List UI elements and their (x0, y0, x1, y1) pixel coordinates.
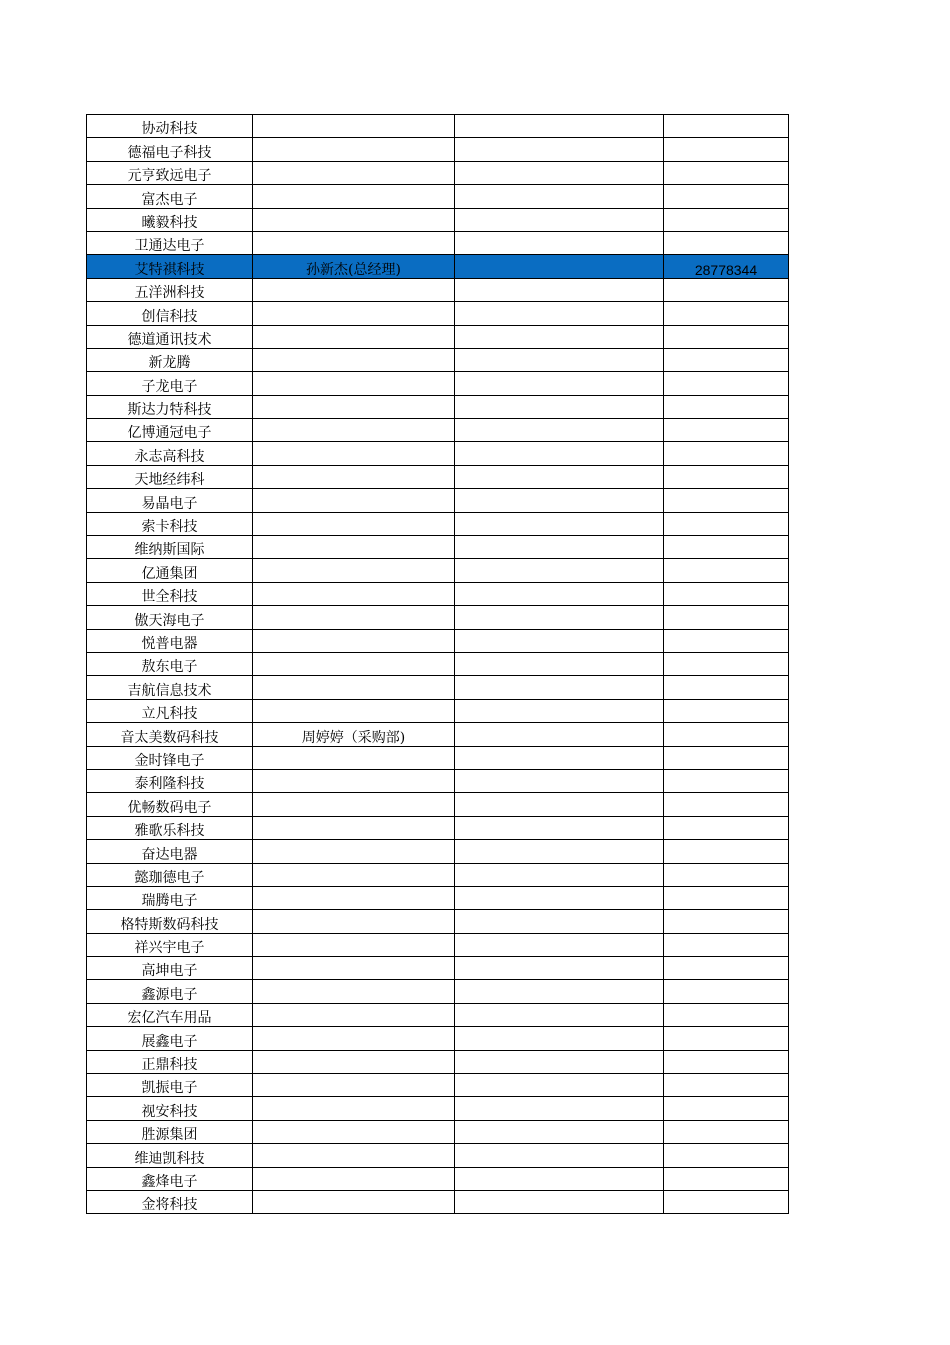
table-row[interactable] (87, 676, 789, 699)
cell-contact[interactable] (253, 840, 455, 863)
cell-contact[interactable] (253, 512, 455, 535)
cell-phone[interactable] (664, 933, 789, 956)
cell-company[interactable]: 卫通达电子 (87, 231, 253, 254)
cell-contact[interactable] (253, 536, 455, 559)
table-row[interactable] (87, 793, 789, 816)
cell-company[interactable]: 艾特祺科技 (87, 255, 253, 278)
cell-phone[interactable] (664, 840, 789, 863)
cell-company[interactable]: 凯振电子 (87, 1074, 253, 1097)
cell-company[interactable]: 金时锋电子 (87, 746, 253, 769)
cell-contact[interactable]: 孙新杰(总经理) (253, 255, 455, 278)
table-row[interactable] (87, 419, 789, 442)
table-row[interactable] (87, 1120, 789, 1143)
cell-extra[interactable] (455, 980, 664, 1003)
cell-extra[interactable] (455, 957, 664, 980)
cell-phone[interactable] (664, 465, 789, 488)
cell-phone[interactable] (664, 980, 789, 1003)
cell-phone[interactable] (664, 1050, 789, 1073)
cell-extra[interactable] (455, 512, 664, 535)
cell-extra[interactable] (455, 933, 664, 956)
cell-extra[interactable] (455, 419, 664, 442)
cell-phone[interactable] (664, 559, 789, 582)
cell-phone[interactable] (664, 1190, 789, 1213)
table-row[interactable] (87, 465, 789, 488)
table-row[interactable] (87, 769, 789, 792)
cell-extra[interactable] (455, 886, 664, 909)
table-row[interactable] (87, 348, 789, 371)
cell-company[interactable]: 瑞腾电子 (87, 886, 253, 909)
cell-extra[interactable] (455, 395, 664, 418)
cell-phone[interactable] (664, 863, 789, 886)
cell-company[interactable]: 雅歌乐科技 (87, 816, 253, 839)
cell-phone[interactable] (664, 1167, 789, 1190)
cell-phone[interactable] (664, 185, 789, 208)
cell-extra[interactable] (455, 185, 664, 208)
cell-contact[interactable] (253, 1074, 455, 1097)
table-row[interactable] (87, 1027, 789, 1050)
cell-contact[interactable] (253, 395, 455, 418)
table-row[interactable] (87, 652, 789, 675)
cell-company[interactable]: 新龙腾 (87, 348, 253, 371)
cell-company[interactable]: 富杰电子 (87, 185, 253, 208)
cell-phone[interactable] (664, 325, 789, 348)
cell-extra[interactable] (455, 115, 664, 138)
cell-extra[interactable] (455, 559, 664, 582)
table-row[interactable] (87, 325, 789, 348)
cell-company[interactable]: 索卡科技 (87, 512, 253, 535)
cell-company[interactable]: 协动科技 (87, 115, 253, 138)
cell-contact[interactable] (253, 957, 455, 980)
cell-extra[interactable] (455, 606, 664, 629)
cell-phone[interactable] (664, 1097, 789, 1120)
cell-extra[interactable] (455, 278, 664, 301)
cell-company[interactable]: 吉航信息技术 (87, 676, 253, 699)
cell-contact[interactable] (253, 161, 455, 184)
spreadsheet-table (86, 114, 789, 1214)
cell-phone[interactable] (664, 699, 789, 722)
cell-company[interactable]: 创信科技 (87, 302, 253, 325)
cell-company[interactable]: 亿通集团 (87, 559, 253, 582)
cell-company[interactable]: 子龙电子 (87, 372, 253, 395)
cell-phone[interactable] (664, 442, 789, 465)
cell-company[interactable]: 斯达力特科技 (87, 395, 253, 418)
cell-phone[interactable] (664, 138, 789, 161)
cell-company[interactable]: 鑫烽电子 (87, 1167, 253, 1190)
cell-company[interactable]: 金将科技 (87, 1190, 253, 1213)
cell-extra[interactable] (455, 1190, 664, 1213)
table-row[interactable] (87, 442, 789, 465)
cell-contact[interactable] (253, 1003, 455, 1026)
cell-contact[interactable] (253, 489, 455, 512)
cell-company[interactable]: 傲天海电子 (87, 606, 253, 629)
table-row[interactable] (87, 372, 789, 395)
cell-phone[interactable] (664, 746, 789, 769)
cell-phone[interactable] (664, 115, 789, 138)
cell-phone[interactable] (664, 231, 789, 254)
table-row[interactable] (87, 606, 789, 629)
cell-company[interactable]: 鑫源电子 (87, 980, 253, 1003)
cell-contact[interactable] (253, 231, 455, 254)
cell-phone[interactable] (664, 372, 789, 395)
cell-extra[interactable] (455, 536, 664, 559)
table-row[interactable] (87, 910, 789, 933)
table-row[interactable] (87, 395, 789, 418)
cell-phone[interactable] (664, 793, 789, 816)
cell-company[interactable]: 胜源集团 (87, 1120, 253, 1143)
cell-extra[interactable] (455, 138, 664, 161)
cell-extra[interactable] (455, 676, 664, 699)
cell-contact[interactable] (253, 980, 455, 1003)
table-row[interactable] (87, 840, 789, 863)
table-row[interactable] (87, 115, 789, 138)
cell-phone[interactable] (664, 512, 789, 535)
cell-extra[interactable] (455, 372, 664, 395)
cell-extra[interactable] (455, 302, 664, 325)
cell-contact[interactable] (253, 1120, 455, 1143)
cell-company[interactable]: 格特斯数码科技 (87, 910, 253, 933)
cell-company[interactable]: 展鑫电子 (87, 1027, 253, 1050)
cell-contact[interactable] (253, 769, 455, 792)
table-row[interactable] (87, 255, 789, 278)
cell-contact[interactable] (253, 348, 455, 371)
cell-phone[interactable] (664, 886, 789, 909)
table-row[interactable] (87, 1097, 789, 1120)
cell-contact[interactable] (253, 372, 455, 395)
cell-extra[interactable] (455, 1050, 664, 1073)
cell-company[interactable]: 维迪凯科技 (87, 1144, 253, 1167)
cell-company[interactable]: 德福电子科技 (87, 138, 253, 161)
cell-contact[interactable] (253, 1027, 455, 1050)
table-row[interactable] (87, 489, 789, 512)
cell-contact[interactable] (253, 1190, 455, 1213)
cell-extra[interactable] (455, 348, 664, 371)
cell-company[interactable]: 视安科技 (87, 1097, 253, 1120)
cell-extra[interactable] (455, 816, 664, 839)
table-row[interactable] (87, 161, 789, 184)
cell-contact[interactable] (253, 115, 455, 138)
cell-contact[interactable] (253, 606, 455, 629)
cell-contact[interactable] (253, 442, 455, 465)
cell-company[interactable]: 天地经纬科 (87, 465, 253, 488)
cell-company[interactable]: 世全科技 (87, 582, 253, 605)
cell-contact[interactable] (253, 933, 455, 956)
cell-phone[interactable] (664, 816, 789, 839)
cell-company[interactable]: 曦毅科技 (87, 208, 253, 231)
cell-phone[interactable] (664, 606, 789, 629)
cell-contact[interactable] (253, 582, 455, 605)
table-row[interactable] (87, 933, 789, 956)
cell-contact[interactable] (253, 699, 455, 722)
cell-extra[interactable] (455, 582, 664, 605)
cell-phone[interactable] (664, 957, 789, 980)
cell-phone[interactable] (664, 769, 789, 792)
table-row[interactable] (87, 1190, 789, 1213)
cell-phone[interactable] (664, 395, 789, 418)
table-row[interactable] (87, 1003, 789, 1026)
table-row[interactable] (87, 1074, 789, 1097)
cell-contact[interactable] (253, 185, 455, 208)
cell-phone[interactable] (664, 536, 789, 559)
cell-company[interactable]: 悦普电器 (87, 629, 253, 652)
cell-extra[interactable] (455, 1027, 664, 1050)
cell-extra[interactable] (455, 1120, 664, 1143)
table-row[interactable] (87, 886, 789, 909)
cell-contact[interactable] (253, 325, 455, 348)
cell-extra[interactable] (455, 255, 664, 278)
cell-extra[interactable] (455, 723, 664, 746)
cell-contact[interactable] (253, 1097, 455, 1120)
cell-phone[interactable] (664, 723, 789, 746)
cell-extra[interactable] (455, 1003, 664, 1026)
cell-phone[interactable] (664, 629, 789, 652)
cell-extra[interactable] (455, 442, 664, 465)
cell-phone[interactable] (664, 1120, 789, 1143)
cell-extra[interactable] (455, 1074, 664, 1097)
table-row[interactable] (87, 746, 789, 769)
table-body (87, 115, 789, 1214)
table-row[interactable] (87, 957, 789, 980)
cell-extra[interactable] (455, 793, 664, 816)
cell-contact[interactable] (253, 138, 455, 161)
table-row[interactable] (87, 536, 789, 559)
cell-company[interactable]: 优畅数码电子 (87, 793, 253, 816)
cell-phone[interactable] (664, 278, 789, 301)
table-row[interactable] (87, 863, 789, 886)
cell-phone[interactable] (664, 302, 789, 325)
cell-phone[interactable] (664, 348, 789, 371)
cell-phone[interactable] (664, 676, 789, 699)
cell-extra[interactable] (455, 208, 664, 231)
cell-phone[interactable] (664, 652, 789, 675)
cell-contact[interactable] (253, 465, 455, 488)
cell-extra[interactable] (455, 231, 664, 254)
table-row[interactable] (87, 138, 789, 161)
cell-extra[interactable] (455, 840, 664, 863)
cell-contact[interactable] (253, 419, 455, 442)
cell-phone[interactable]: 28778344 (664, 255, 789, 278)
cell-contact[interactable] (253, 793, 455, 816)
table-row[interactable] (87, 1050, 789, 1073)
cell-phone[interactable] (664, 1027, 789, 1050)
cell-phone[interactable] (664, 208, 789, 231)
cell-company[interactable]: 维纳斯国际 (87, 536, 253, 559)
cell-company[interactable]: 德道通讯技术 (87, 325, 253, 348)
cell-phone[interactable] (664, 161, 789, 184)
cell-contact[interactable] (253, 652, 455, 675)
cell-extra[interactable] (455, 863, 664, 886)
cell-company[interactable]: 懿珈德电子 (87, 863, 253, 886)
cell-company[interactable]: 永志高科技 (87, 442, 253, 465)
cell-contact[interactable] (253, 559, 455, 582)
table-row[interactable] (87, 185, 789, 208)
cell-phone[interactable] (664, 489, 789, 512)
cell-phone[interactable] (664, 1144, 789, 1167)
table-row[interactable] (87, 816, 789, 839)
cell-extra[interactable] (455, 325, 664, 348)
cell-extra[interactable] (455, 629, 664, 652)
cell-contact[interactable]: 周婷婷（采购部) (253, 723, 455, 746)
cell-company[interactable]: 五洋洲科技 (87, 278, 253, 301)
cell-company[interactable]: 易晶电子 (87, 489, 253, 512)
table-row[interactable] (87, 559, 789, 582)
table-row[interactable] (87, 302, 789, 325)
table-row[interactable] (87, 699, 789, 722)
cell-contact[interactable] (253, 910, 455, 933)
cell-contact[interactable] (253, 1050, 455, 1073)
cell-extra[interactable] (455, 652, 664, 675)
table-row[interactable] (87, 980, 789, 1003)
table-row[interactable] (87, 723, 789, 746)
cell-contact[interactable] (253, 863, 455, 886)
cell-extra[interactable] (455, 1144, 664, 1167)
table-row[interactable] (87, 629, 789, 652)
cell-company[interactable]: 敖东电子 (87, 652, 253, 675)
cell-phone[interactable] (664, 1003, 789, 1026)
cell-company[interactable]: 立凡科技 (87, 699, 253, 722)
table-row[interactable] (87, 512, 789, 535)
table-row[interactable] (87, 582, 789, 605)
cell-contact[interactable] (253, 302, 455, 325)
cell-extra[interactable] (455, 489, 664, 512)
cell-company[interactable]: 音太美数码科技 (87, 723, 253, 746)
table-row[interactable] (87, 1144, 789, 1167)
cell-extra[interactable] (455, 1167, 664, 1190)
cell-extra[interactable] (455, 746, 664, 769)
cell-extra[interactable] (455, 1097, 664, 1120)
table-row[interactable] (87, 278, 789, 301)
cell-company[interactable]: 宏亿汽车用品 (87, 1003, 253, 1026)
cell-contact[interactable] (253, 886, 455, 909)
cell-contact[interactable] (253, 746, 455, 769)
cell-phone[interactable] (664, 582, 789, 605)
cell-phone[interactable] (664, 419, 789, 442)
table-row[interactable] (87, 1167, 789, 1190)
cell-phone[interactable] (664, 910, 789, 933)
table-row[interactable] (87, 231, 789, 254)
cell-phone[interactable] (664, 1074, 789, 1097)
cell-contact[interactable] (253, 208, 455, 231)
cell-company[interactable]: 泰利隆科技 (87, 769, 253, 792)
cell-extra[interactable] (455, 465, 664, 488)
cell-company[interactable]: 祥兴宇电子 (87, 933, 253, 956)
cell-contact[interactable] (253, 816, 455, 839)
cell-extra[interactable] (455, 699, 664, 722)
cell-extra[interactable] (455, 769, 664, 792)
cell-extra[interactable] (455, 910, 664, 933)
cell-company[interactable]: 亿博通冠电子 (87, 419, 253, 442)
cell-contact[interactable] (253, 629, 455, 652)
cell-contact[interactable] (253, 676, 455, 699)
cell-contact[interactable] (253, 278, 455, 301)
cell-company[interactable]: 高坤电子 (87, 957, 253, 980)
cell-extra[interactable] (455, 161, 664, 184)
cell-contact[interactable] (253, 1167, 455, 1190)
cell-company[interactable]: 元亨致远电子 (87, 161, 253, 184)
table-row[interactable] (87, 208, 789, 231)
cell-company[interactable]: 正鼎科技 (87, 1050, 253, 1073)
cell-company[interactable]: 奋达电器 (87, 840, 253, 863)
cell-contact[interactable] (253, 1144, 455, 1167)
